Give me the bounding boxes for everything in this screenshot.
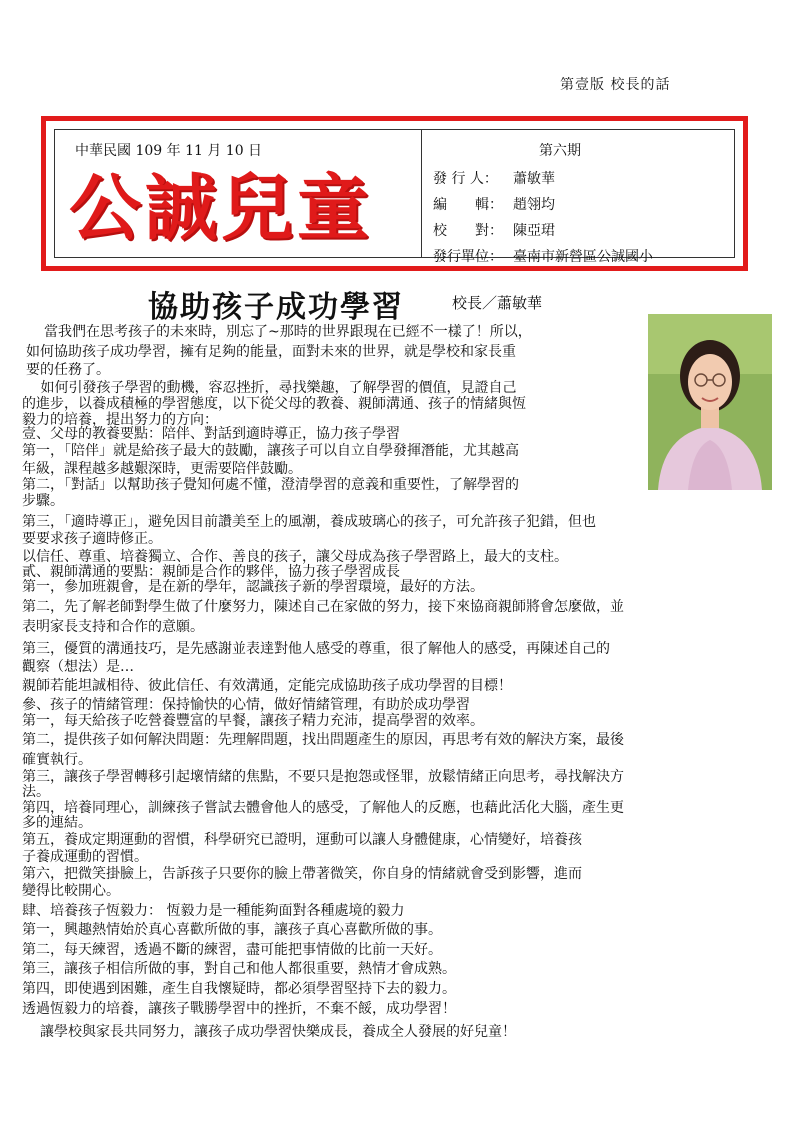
- article-line: 多的連結。: [22, 815, 92, 831]
- article-byline: 校長／蕭敏華: [452, 294, 543, 312]
- proofreader-label: 校 對：: [433, 223, 503, 239]
- proofreader-row: [433, 218, 653, 244]
- article-line: 當我們在思考孩子的未來時，別忘了~那時的世界跟現在已經不一樣了！所以，: [30, 324, 532, 340]
- publisher-value: 蕭敏華: [513, 171, 555, 187]
- page-label: 第壹版 校長的話: [560, 77, 671, 93]
- article-line: 如何協助孩子成功學習，擁有足夠的能量，面對未來的世界，就是學校和家長重: [26, 344, 516, 360]
- publishing-unit-value: 臺南市新營區公誠國小: [513, 249, 653, 265]
- article-line: 第二，提供孩子如何解決問題：先理解問題，找出問題產生的原因，再思考有效的解決方案，最後: [22, 732, 624, 748]
- publishing-unit-label: 發行單位：: [433, 249, 503, 265]
- article-line: 第四，即使遇到困難，產生自我懷疑時，都必須學習堅持下去的毅力。: [22, 981, 456, 997]
- article-line: 第三，「適時導正」，避免因目前讚美至上的風潮，養成玻璃心的孩子，可允許孩子犯錯，但也: [22, 514, 596, 530]
- article-line: 的進步，以養成積極的學習態度，以下從父母的教養、親師溝通、孩子的情緒與恆: [22, 396, 526, 412]
- publisher-row: [433, 166, 653, 192]
- article-line: 第三，讓孩子學習轉移引起壞情緒的焦點，不要只是抱怨或怪罪，放鬆情緒正向思考，尋找解決方: [22, 769, 624, 785]
- editor-label: 編 輯：: [433, 197, 503, 213]
- masthead: [41, 116, 748, 271]
- article-line: 肆、培養孩子恆毅力： 恆毅力是一種能夠面對各種處境的毅力: [22, 903, 405, 919]
- article-line: 壹、父母的教養要點：陪伴、對話到適時導正，協力孩子學習: [22, 426, 400, 442]
- article-line: 觀察（想法）是…: [22, 659, 134, 675]
- principal-portrait-illustration: [648, 314, 772, 490]
- article-line: 貳、親師溝通的要點：親師是合作的夥伴，協力孩子學習成長: [22, 564, 400, 580]
- article-line: 透過恆毅力的培養，讓孩子戰勝學習中的挫折，不棄不餒，成功學習！: [22, 1001, 456, 1017]
- article-line: 第三，讓孩子相信所做的事，對自己和他人都很重要，熱情才會成熟。: [22, 961, 456, 977]
- article-line: 第二，「對話」以幫助孩子覺知何處不懂，澄清學習的意義和重要性，了解學習的: [22, 477, 519, 493]
- article-line: 毅力的培養，提出努力的方向：: [22, 412, 218, 428]
- article-line: 變得比較開心。: [22, 883, 120, 899]
- article-line: 第五，養成定期運動的習慣，科學研究已證明，運動可以讓人身體健康，心情變好，培養孩: [22, 832, 582, 848]
- article-line: 參、孩子的情緒管理：保持愉快的心情，做好情緒管理，有助於成功學習: [22, 697, 470, 713]
- proofreader-value: 陳亞珺: [513, 223, 555, 239]
- principal-photo: [648, 314, 772, 490]
- article-line: 要的任務了。: [26, 362, 110, 378]
- article-line: 第六，把微笑掛臉上，告訴孩子只要你的臉上帶著微笑，你自身的情緒就會受到影響，進而: [22, 866, 582, 882]
- issue-date: 中華民國 109 年 11 月 10 日: [75, 143, 263, 159]
- article-line: 第二，每天練習，透過不斷的練習，盡可能把事情做的比前一天好。: [22, 942, 442, 958]
- article-line: 年級，課程越多越艱深時，更需要陪伴鼓勵。: [22, 461, 302, 477]
- article-line: 第三，優質的溝通技巧，是先感謝並表達對他人感受的尊重，很了解他人的感受，再陳述自己的: [22, 641, 610, 657]
- editor-row: [433, 192, 653, 218]
- article-line: 確實執行。: [22, 752, 92, 768]
- article-line: 第四，培養同理心，訓練孩子嘗試去體會他人的感受，了解他人的反應，也藉此活化大腦，產生更: [22, 800, 624, 816]
- article-line: 第一，興趣熱情始於真心喜歡所做的事，讓孩子真心喜歡所做的事。: [22, 922, 442, 938]
- article-title: 協助孩子成功學習: [148, 290, 404, 325]
- article-line: 如何引發孩子學習的動機，容忍挫折，尋找樂趣，了解學習的價值，見證自己: [22, 380, 517, 396]
- article-line: 以信任、尊重、培養獨立、合作、善良的孩子，讓父母成為孩子學習路上，最大的支柱。: [22, 549, 568, 565]
- article-line: 子養成運動的習慣。: [22, 849, 148, 865]
- article-line: 步驟。: [22, 493, 64, 509]
- masthead-info: [433, 166, 653, 270]
- article-line: 親師若能坦誠相待、彼此信任、有效溝通，定能完成協助孩子成功學習的目標！: [22, 678, 512, 694]
- masthead-divider: [421, 130, 422, 257]
- article-line: 法。: [22, 784, 50, 800]
- issue-number: 第六期: [539, 143, 581, 159]
- article-line: 表明家長支持和合作的意願。: [22, 619, 204, 635]
- masthead-inner-frame: [54, 129, 735, 265]
- article-line: 第二，先了解老師對學生做了什麼努力，陳述自己在家做的努力，接下來協商親師將會怎麼做，並: [22, 599, 624, 615]
- editor-value: 趙翎均: [513, 197, 555, 213]
- article-line: 第一，參加班親會，是在新的學年，認識孩子新的學習環境，最好的方法。: [22, 579, 484, 595]
- publishing-unit-row: [433, 244, 653, 270]
- article-line: 讓學校與家長共同努力，讓孩子成功學習快樂成長，養成全人發展的好兒童！: [26, 1024, 516, 1040]
- article-line: 第一，每天給孩子吃營養豐富的早餐，讓孩子精力充沛，提高學習的效率。: [22, 713, 484, 729]
- publisher-label: 發 行 人：: [433, 171, 498, 187]
- article-line: 要要求孩子適時修正。: [22, 531, 162, 547]
- article-line: 第一，「陪伴」就是給孩子最大的鼓勵，讓孩子可以自立自學發揮潛能，尤其越高: [22, 443, 519, 459]
- newspaper-logo: 公誠兒童: [69, 166, 374, 250]
